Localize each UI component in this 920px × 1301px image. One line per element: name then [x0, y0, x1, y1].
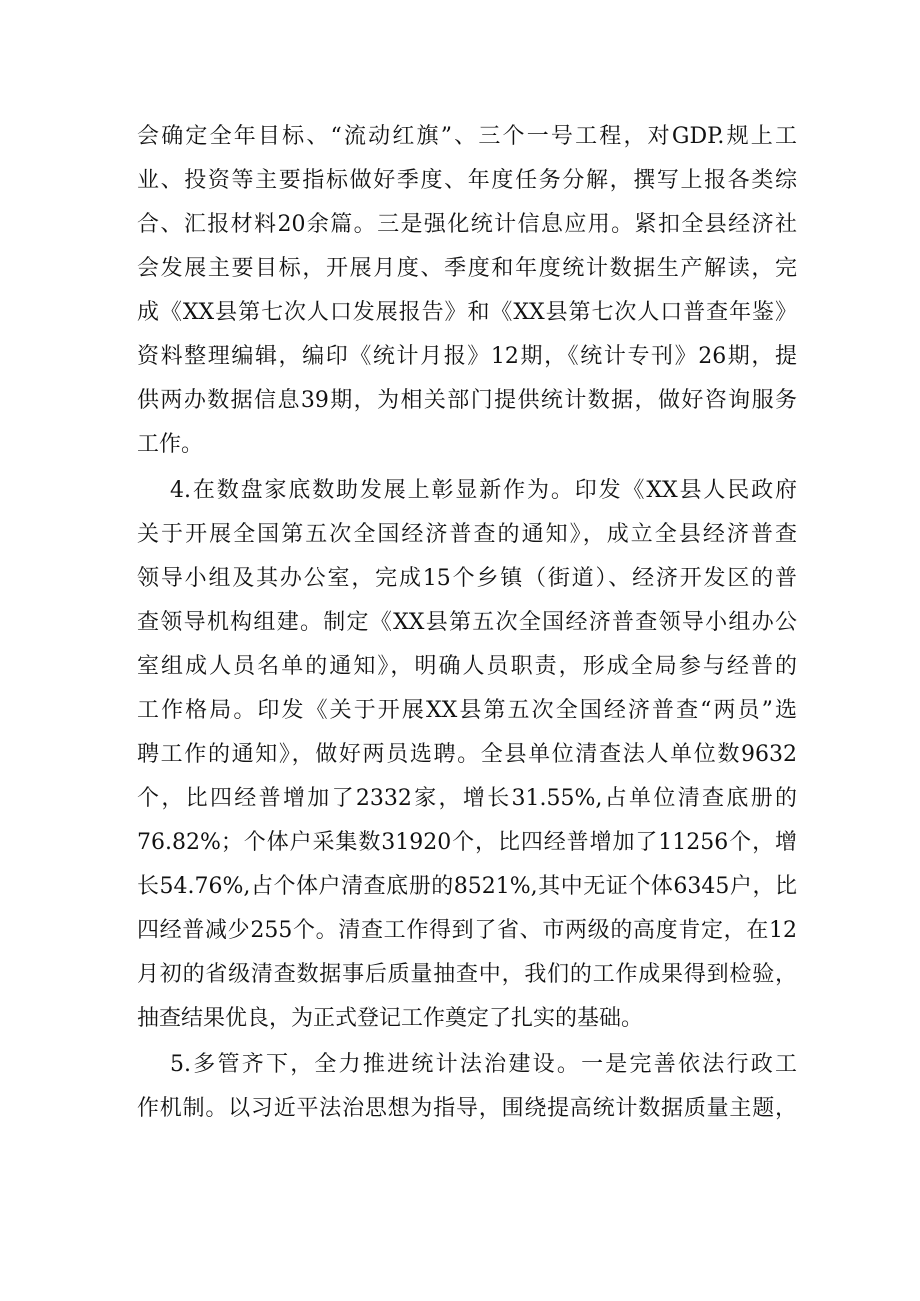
text-line: 工作。 [137, 432, 204, 457]
text-line: 会发展主要目标，开展月度、季度和年度统计数据生产解读，完 [137, 256, 797, 281]
text-line: 供两办数据信息39期，为相关部门提供统计数据，做好咨询服务 [137, 388, 797, 413]
text-line: 工作格局。印发《关于开展XX县第五次全国经济普查“两员”选 [137, 698, 797, 723]
text-line: 四经普减少255个。清查工作得到了省、市两级的高度肯定，在12 [137, 918, 797, 943]
text-line: 月初的省级清查数据事后质量抽查中，我们的工作成果得到检验， [137, 962, 797, 987]
text-line: 作机制。以习近平法治思想为指导，围绕提高统计数据质量主题， [137, 1096, 797, 1121]
text-line: 室组成人员名单的通知》，明确人员职责，形成全局参与经普的 [137, 654, 797, 679]
text-line: 长54.76%,占个体户清查底册的8521%,其中无证个体6345户，比 [137, 874, 797, 899]
text-line: 聘工作的通知》，做好两员选聘。全县单位清查法人单位数9632 [137, 742, 797, 767]
text-line: 业、投资等主要指标做好季度、年度任务分解，撰写上报各类综 [137, 168, 797, 193]
text-line: 关于开展全国第五次全国经济普查的通知》，成立全县经济普查 [137, 522, 797, 547]
text-line: 领导小组及其办公室，完成15个乡镇（街道）、经济开发区的普 [137, 566, 797, 591]
text-line: 4.在数盘家底数助发展上彰显新作为。印发《XX县人民政府 [170, 478, 797, 503]
text-line: 76.82%；个体户采集数31920个，比四经普增加了11256个，增 [137, 830, 797, 855]
text-line: 5.多管齐下，全力推进统计法治建设。一是完善依法行政工 [170, 1052, 797, 1077]
text-line: 会确定全年目标、“流动红旗”、三个一号工程，对GDP.规上工 [137, 124, 797, 149]
text-line: 合、汇报材料20余篇。三是强化统计信息应用。紧扣全县经济社 [137, 212, 797, 237]
text-line: 成《XX县第七次人口发展报告》和《XX县第七次人口普查年鉴》 [137, 300, 797, 325]
text-line: 查领导机构组建。制定《XX县第五次全国经济普查领导小组办公 [137, 610, 797, 635]
text-line: 资料整理编辑，编印《统计月报》12期，《统计专刊》26期，提 [137, 344, 797, 369]
text-line: 抽查结果优良，为正式登记工作奠定了扎实的基础。 [137, 1006, 644, 1031]
text-line: 个，比四经普增加了2332家，增长31.55%,占单位清查底册的 [137, 786, 797, 811]
